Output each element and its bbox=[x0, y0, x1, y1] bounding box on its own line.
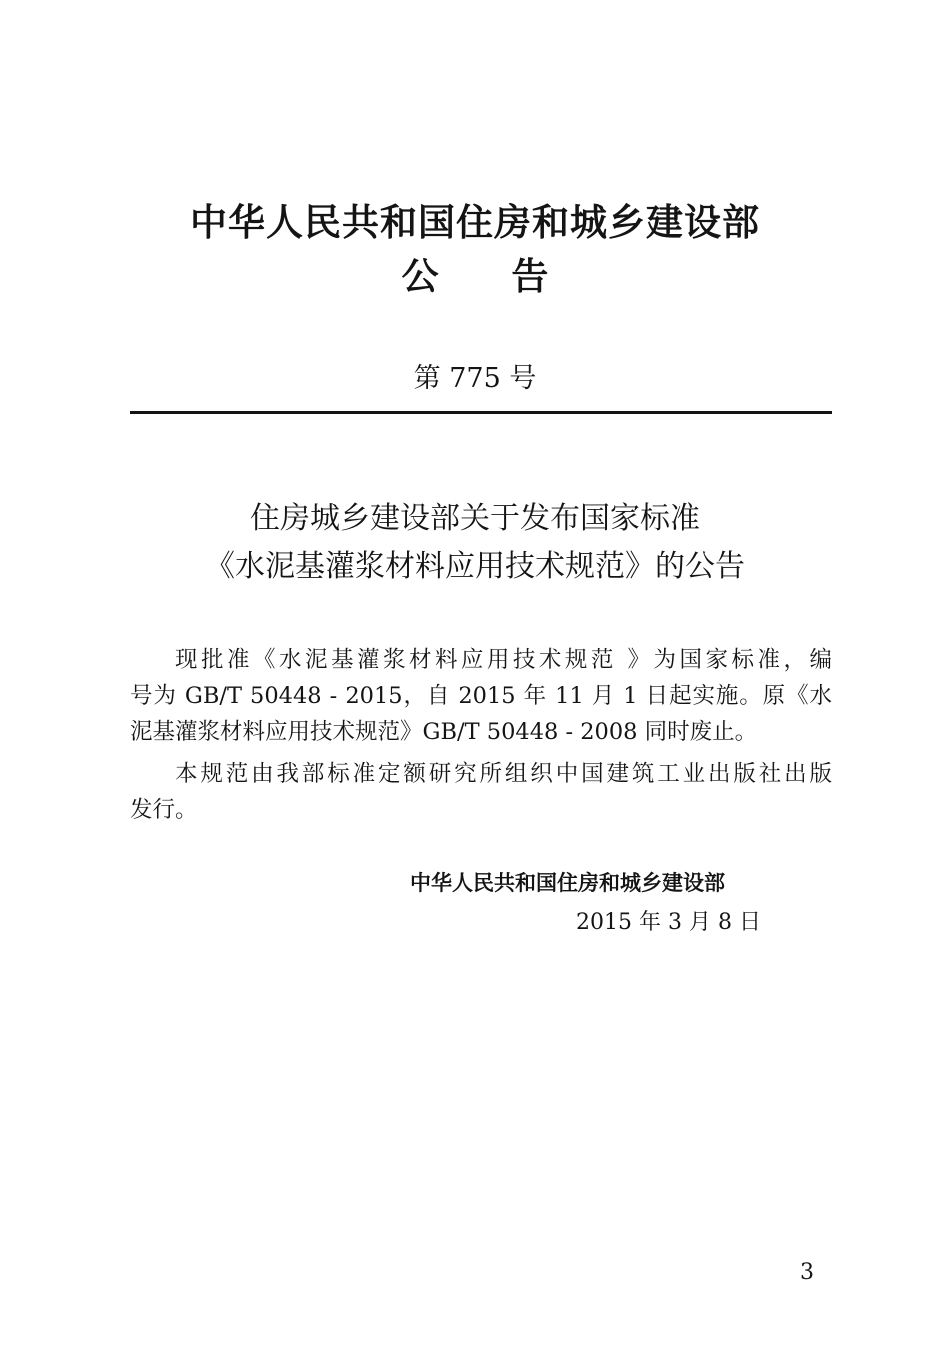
signature-organization: 中华人民共和国住房和城乡建设部 bbox=[410, 871, 725, 895]
announcement-title-line-2: 《水泥基灌浆材料应用技术规范》的公告 bbox=[205, 549, 745, 584]
header-divider bbox=[130, 411, 832, 414]
ministry-title: 中华人民共和国住房和城乡建设部 bbox=[190, 201, 760, 244]
body-paragraph-1-line-3: 泥基灌浆材料应用技术规范》GB/T 50448 - 2008 同时废止。 bbox=[130, 719, 758, 745]
signature-date: 2015 年 3 月 8 日 bbox=[576, 910, 761, 935]
body-paragraph-1-line-2: 号为 GB/T 50448 - 2015，自 2015 年 11 月 1 日起实施。原《水 bbox=[130, 683, 832, 709]
body-paragraph-1-line-1: 现批准《水泥基灌浆材料应用技术规范 》为国家标准，编 bbox=[175, 647, 832, 673]
notice-number: 第 775 号 bbox=[413, 363, 537, 394]
notice-title: 公 告 bbox=[401, 255, 549, 298]
announcement-title-line-1: 住房城乡建设部关于发布国家标准 bbox=[250, 501, 700, 536]
page-number: 3 bbox=[800, 1260, 814, 1285]
body-paragraph-2-line-2: 发行。 bbox=[130, 797, 198, 823]
body-paragraph-2-line-1: 本规范由我部标准定额研究所组织中国建筑工业出版社出版 bbox=[175, 761, 832, 787]
